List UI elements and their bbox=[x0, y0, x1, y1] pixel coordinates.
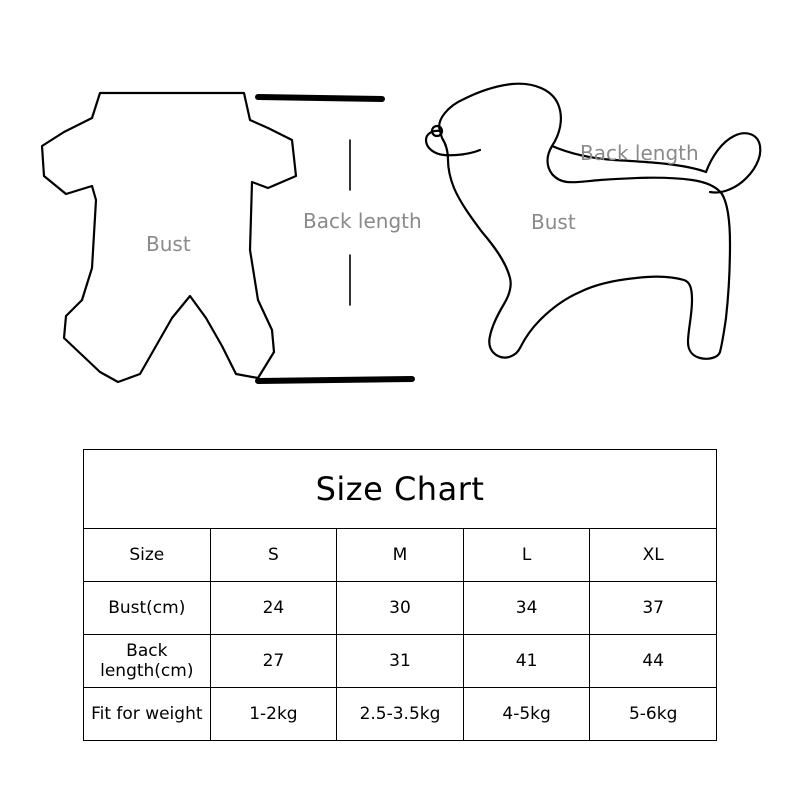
size-chart-table-wrap bbox=[83, 449, 717, 741]
dog-bust-label: Bust bbox=[531, 210, 576, 234]
table-row-header bbox=[84, 529, 717, 582]
column-header-m: M bbox=[337, 529, 464, 582]
cell-weight-l: 4-5kg bbox=[463, 688, 590, 741]
size-chart-title: Size Chart bbox=[84, 450, 717, 529]
column-header-size: Size bbox=[84, 529, 211, 582]
cell-back-length-m: 31 bbox=[337, 635, 464, 688]
cell-weight-xl: 5-6kg bbox=[590, 688, 717, 741]
cell-bust-s: 24 bbox=[210, 582, 337, 635]
cell-back-length-s: 27 bbox=[210, 635, 337, 688]
cell-weight-s: 1-2kg bbox=[210, 688, 337, 741]
row-header-back-length: Back length(cm) bbox=[84, 635, 211, 688]
table-row bbox=[84, 635, 717, 688]
column-header-xl: XL bbox=[590, 529, 717, 582]
cell-back-length-l: 41 bbox=[463, 635, 590, 688]
cell-bust-l: 34 bbox=[463, 582, 590, 635]
table-row-title bbox=[84, 450, 717, 529]
table-row bbox=[84, 582, 717, 635]
column-header-l: L bbox=[463, 529, 590, 582]
dog-back-length-label: Back length bbox=[580, 141, 699, 165]
garment-back-length-label: Back length bbox=[303, 209, 422, 233]
table-row bbox=[84, 688, 717, 741]
back-length-measure-bars bbox=[258, 97, 412, 381]
cell-bust-xl: 37 bbox=[590, 582, 717, 635]
column-header-s: S bbox=[210, 529, 337, 582]
garment-bust-label: Bust bbox=[146, 232, 191, 256]
cell-weight-m: 2.5-3.5kg bbox=[337, 688, 464, 741]
size-chart-table bbox=[83, 449, 717, 741]
row-header-fit-for-weight: Fit for weight bbox=[84, 688, 211, 741]
cell-bust-m: 30 bbox=[337, 582, 464, 635]
dog-outline-icon bbox=[426, 84, 760, 359]
row-header-bust: Bust(cm) bbox=[84, 582, 211, 635]
cell-back-length-xl: 44 bbox=[590, 635, 717, 688]
